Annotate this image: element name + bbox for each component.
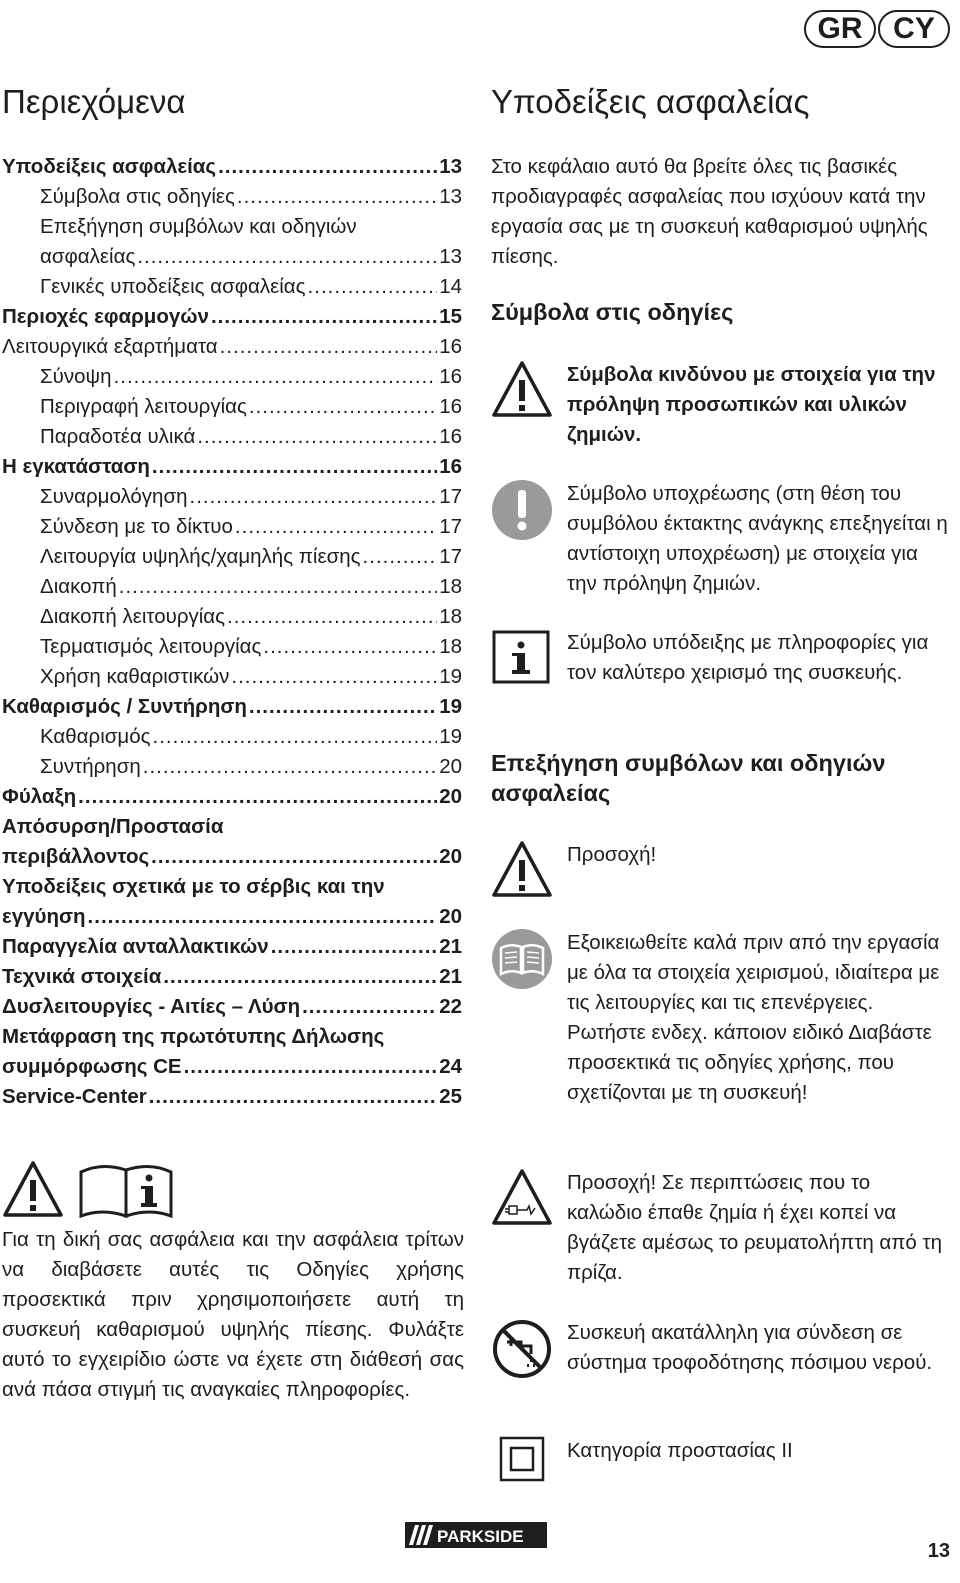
toc-leader-dots (249, 392, 437, 422)
toc-leader-dots (137, 242, 437, 272)
explain-heading: Επεξήγηση συμβόλων και οδηγιών ασφαλείας (491, 750, 886, 806)
read-manual-icon (491, 928, 553, 990)
toc-leader-dots (149, 1082, 437, 1112)
toc-leader-dots (271, 932, 437, 962)
toc-leader-dots (88, 902, 438, 932)
toc-leader-dots (163, 962, 437, 992)
toc-entry-label: Φύλαξη (2, 785, 77, 808)
toc-entry (2, 992, 462, 1022)
toc-entry-label: Συντήρηση (40, 755, 141, 778)
explain-row-damaged-cable (491, 1168, 951, 1288)
toc-entry-label: Υποδείξεις σχετικά με το σέρβις και την (2, 875, 385, 898)
toc-entry (2, 272, 462, 302)
toc-entry-label: Παραδοτέα υλικά (40, 425, 196, 448)
toc-entry (2, 392, 462, 422)
toc-entry-label: Απόσυρση/Προστασία (2, 815, 224, 838)
toc-entry-label: Τεχνικά στοιχεία (2, 965, 162, 988)
toc-leader-dots (249, 692, 437, 722)
toc-entry-page: 17 (439, 515, 462, 538)
toc-entry-label: Καθαρισμός / Συντήρηση (2, 695, 247, 718)
toc-entry (2, 692, 462, 722)
toc-entry (2, 302, 462, 332)
toc-leader-dots (302, 992, 437, 1022)
toc-entry (2, 752, 462, 782)
toc-leader-dots (308, 272, 438, 302)
symbol-row-danger (491, 360, 951, 450)
no-drinking-water-connection-icon (491, 1318, 553, 1380)
page-number: 13 (927, 1540, 950, 1562)
manual-info-icon (78, 1160, 174, 1218)
toc-entry (2, 812, 462, 842)
toc-entry-label: Τερματισμός λειτουργίας (40, 635, 262, 658)
toc-entry-page: 18 (439, 605, 462, 628)
symbol-row-mandatory (491, 479, 951, 599)
warning-triangle-icon (491, 840, 553, 898)
explain-row-no-drinking-water (491, 1318, 951, 1380)
toc-entry (2, 632, 462, 662)
toc-entry (2, 572, 462, 602)
toc-leader-dots (220, 332, 438, 362)
toc-entry-label: Σύμβολα στις οδηγίες (40, 185, 235, 208)
symbol-text: Σύμβολα κινδύνου με στοιχεία για την πρόληψη προσωπικών και υλικών ζημιών. (567, 363, 936, 446)
protection-class-ii-icon (499, 1436, 545, 1482)
toc-entry-label: Λειτουργία υψηλής/χαμηλής πίεσης (40, 545, 361, 568)
toc-entry (2, 182, 462, 212)
warning-triangle-icon (491, 360, 553, 418)
toc-entry (2, 1082, 462, 1112)
toc-entry-label: εγγύηση (2, 905, 86, 928)
toc-entry-label: Διακοπή (40, 575, 117, 598)
toc-entry-page: 20 (439, 785, 462, 808)
toc-entry (2, 782, 462, 812)
toc-entry-page: 16 (439, 365, 462, 388)
toc-entry (2, 212, 462, 242)
toc-leader-dots (78, 782, 437, 812)
toc-entry (2, 602, 462, 632)
symbol-row-info (491, 628, 951, 690)
toc-entry-page: 25 (439, 1085, 462, 1108)
toc-entry-label: Περιοχές εφαρμογών (2, 305, 209, 328)
toc-leader-dots (184, 1052, 438, 1082)
toc-leader-dots (153, 722, 438, 752)
toc-entry-label: συμμόρφωσης CE (2, 1055, 182, 1078)
brand-text: PARKSIDE (437, 1527, 524, 1546)
toc-entry-page: 21 (439, 935, 462, 958)
toc-entry-label: Συναρμολόγηση (40, 485, 188, 508)
toc-leader-dots (114, 362, 438, 392)
language-badges (804, 10, 950, 48)
toc-leader-dots (218, 152, 437, 182)
toc-entry (2, 482, 462, 512)
toc-entry-page: 18 (439, 575, 462, 598)
toc-leader-dots (190, 482, 438, 512)
toc-entry-page: 20 (439, 845, 462, 868)
toc-entry (2, 452, 462, 482)
toc-entry-label: Καθαρισμός (40, 725, 151, 748)
toc-leader-dots (237, 182, 437, 212)
toc-leader-dots (231, 662, 437, 692)
toc-entry-label: Επεξήγηση συμβόλων και οδηγιών (40, 215, 357, 238)
mandatory-exclamation-icon (491, 479, 553, 541)
parkside-logo (405, 1522, 547, 1548)
toc-leader-dots (363, 542, 438, 572)
toc-entry-label: Παραγγελία ανταλλακτικών (2, 935, 269, 958)
toc-entry (2, 722, 462, 752)
toc-entry-page: 16 (439, 395, 462, 418)
toc-entry-label: ασφαλείας (40, 245, 136, 268)
toc-entry-label: Περιγραφή λειτουργίας (40, 395, 247, 418)
toc-leader-dots (143, 752, 437, 782)
toc-entry-label: Χρήση καθαριστικών (40, 665, 230, 688)
toc-entry-page: 19 (439, 665, 462, 688)
toc-entry (2, 932, 462, 962)
toc-entry-page: 16 (439, 335, 462, 358)
toc-entry-label: Διακοπή λειτουργίας (40, 605, 226, 628)
toc-entry-page: 20 (439, 905, 462, 928)
language-badge-cy: CY (878, 10, 950, 48)
explain-row-attention (491, 840, 951, 902)
table-of-contents (2, 152, 462, 1112)
safety-notice-text: Για τη δική σας ασφάλεια και την ασφάλεια τρίτων να διαβάσετε αυτές τις Οδηγίες χρήσης προσεκτικά πριν χρησιμοποιήσετε αυτή τη συσκευή καθαρισμού υψηλής πίεσης. Φυλάξτε αυτό το εγχειρίδιο ώστε να έχετε στη διάθεσή σας ανά πάσα στιγμή τις αναγκαίες πληροφορίες. (2, 1228, 464, 1401)
toc-entry-label: Σύνοψη (40, 365, 112, 388)
toc-entry-label: Service-Center (2, 1085, 147, 1108)
toc-entry-label: Μετάφραση της πρωτότυπης Δήλωσης (2, 1025, 385, 1048)
toc-entry-page: 24 (439, 1055, 462, 1078)
damaged-cable-warning-icon (491, 1168, 553, 1226)
symbol-text: Σύμβολο υποχρέωσης (στη θέση του συμβόλου έκτακτης ανάγκης επεξηγείται η αντίστοιχη υποχρέωση) με στοιχεία για την πρόληψη ζημιών. (567, 482, 948, 595)
toc-entry (2, 662, 462, 692)
explain-text: Προσοχή! Σε περιπτώσεις που το καλώδιο έπαθε ζημία ή έχει κοπεί να βγάζετε αμέσως το ρευματολήπτη από τη πρίζα. (567, 1171, 943, 1284)
toc-title: Περιεχόμενα (2, 83, 186, 120)
toc-entry-page: 16 (439, 455, 462, 478)
symbols-heading: Σύμβολα στις οδηγίες (491, 299, 734, 325)
toc-entry-label: Υποδείξεις ασφαλείας (2, 155, 217, 178)
toc-leader-dots (152, 452, 437, 482)
toc-leader-dots (235, 512, 437, 542)
explain-text: Συσκευή ακατάλληλη για σύνδεση σε σύστημα τροφοδότησης πόσιμου νερού. (567, 1321, 933, 1374)
toc-leader-dots (151, 842, 437, 872)
safety-title: Υποδείξεις ασφαλείας (491, 83, 810, 120)
toc-entry-page: 13 (439, 245, 462, 268)
toc-entry-page: 19 (439, 695, 462, 718)
toc-entry-page: 17 (439, 485, 462, 508)
explain-text: Εξοικειωθείτε καλά πριν από την εργασία με όλα τα στοιχεία χειρισμού, ιδιαίτερα με τις λειτουργίες και τις επενέργειες. Ρωτήστε ενδεχ. κάποιον ειδικό Διαβάστε προσεκτικά τις οδηγίες χρήσης, που σχετίζονται με τη συσκευή! (567, 931, 940, 1104)
toc-entry (2, 332, 462, 362)
explain-row-protection-class (491, 1436, 951, 1498)
notice-icons (2, 1160, 174, 1218)
toc-entry-page: 15 (439, 305, 462, 328)
toc-entry-label: Δυσλειτουργίες - Αιτίες – Λύση (2, 995, 301, 1018)
language-badge-gr: GR (804, 10, 876, 48)
symbol-text: Σύμβολο υπόδειξης με πληροφορίες για τον καλύτερο χειρισμό της συσκευής. (567, 631, 929, 684)
toc-entry (2, 902, 462, 932)
toc-entry-page: 16 (439, 425, 462, 448)
toc-entry-label: Γενικές υποδείξεις ασφαλείας (40, 275, 306, 298)
toc-entry (2, 1022, 462, 1052)
toc-entry (2, 542, 462, 572)
toc-leader-dots (227, 602, 437, 632)
toc-leader-dots (211, 302, 437, 332)
toc-leader-dots (263, 632, 437, 662)
explain-text: Κατηγορία προστασίας II (567, 1439, 793, 1462)
toc-entry-page: 19 (439, 725, 462, 748)
toc-entry-page: 20 (439, 755, 462, 778)
toc-entry-label: περιβάλλοντος (2, 845, 150, 868)
toc-entry (2, 512, 462, 542)
toc-entry (2, 362, 462, 392)
toc-entry-label: Σύνδεση με το δίκτυο (40, 515, 233, 538)
explain-row-read-manual (491, 928, 951, 1108)
toc-entry (2, 422, 462, 452)
toc-leader-dots (119, 572, 437, 602)
info-icon (491, 628, 553, 686)
explain-text: Προσοχή! (567, 843, 657, 866)
warning-triangle-icon (2, 1160, 64, 1218)
toc-entry-page: 21 (439, 965, 462, 988)
toc-entry-page: 18 (439, 635, 462, 658)
toc-entry-label: Η εγκατάσταση (2, 455, 150, 478)
toc-entry-label: Λειτουργικά εξαρτήματα (2, 335, 218, 358)
toc-entry (2, 1052, 462, 1082)
toc-entry (2, 152, 462, 182)
toc-entry (2, 242, 462, 272)
toc-entry-page: 13 (439, 185, 462, 208)
toc-entry-page: 14 (439, 275, 462, 298)
toc-entry-page: 17 (439, 545, 462, 568)
toc-entry (2, 872, 462, 902)
toc-leader-dots (197, 422, 437, 452)
toc-entry (2, 962, 462, 992)
toc-entry-page: 22 (439, 995, 462, 1018)
safety-intro: Στο κεφάλαιο αυτό θα βρείτε όλες τις βασικές προδιαγραφές ασφαλείας που ισχύουν κατά την εργασία σας με τη συσκευή καθαρισμού υψηλής πίεσης. (491, 155, 928, 268)
toc-entry-page: 13 (439, 155, 462, 178)
toc-entry (2, 842, 462, 872)
